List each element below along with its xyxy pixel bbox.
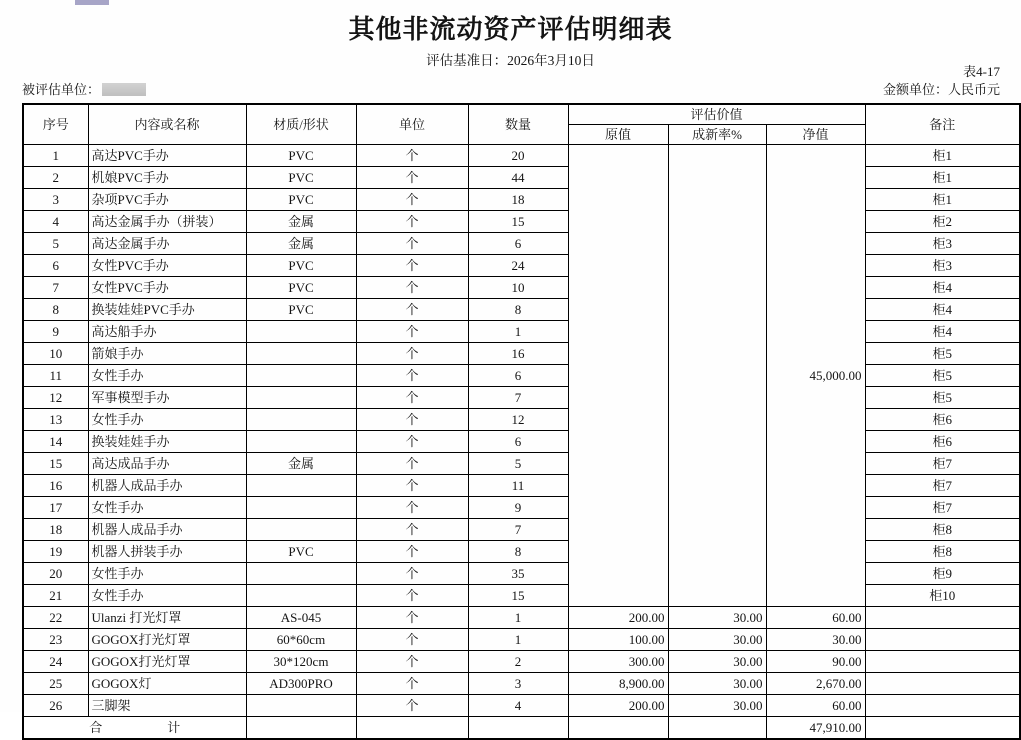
cell-name: 高达金属手办: [88, 233, 246, 255]
cell-seq: 1: [23, 145, 88, 167]
cell-qty: 6: [468, 365, 568, 387]
cell-remark: 柜5: [865, 387, 1020, 409]
cell-material: [246, 431, 356, 453]
cell-qty: 20: [468, 145, 568, 167]
table-row: [23, 475, 1020, 497]
cell-name: 女性手办: [88, 365, 246, 387]
cell-net: 30.00: [766, 629, 865, 651]
cell-seq: 18: [23, 519, 88, 541]
cell-material: PVC: [246, 277, 356, 299]
cell-orig: 200.00: [568, 695, 668, 717]
cell-orig-merged: [568, 145, 668, 607]
cell-seq: 10: [23, 343, 88, 365]
cell-rate: 30.00: [668, 629, 766, 651]
cell-remark: 柜8: [865, 541, 1020, 563]
cell-qty: 35: [468, 563, 568, 585]
table-number: 表4-17: [963, 64, 1000, 79]
cell-qty: 10: [468, 277, 568, 299]
cell-unit: 个: [356, 695, 468, 717]
table-row: [23, 541, 1020, 563]
cell-unit: 个: [356, 475, 468, 497]
cell-rate: 30.00: [668, 673, 766, 695]
cell-material: [246, 563, 356, 585]
cell-unit: 个: [356, 277, 468, 299]
total-orig: [568, 717, 668, 740]
table-row: [23, 365, 1020, 387]
cell-unit: 个: [356, 343, 468, 365]
cell-remark: 柜5: [865, 343, 1020, 365]
table-row: [23, 651, 1020, 673]
cell-remark: 柜4: [865, 321, 1020, 343]
cell-qty: 15: [468, 211, 568, 233]
total-unit: [356, 717, 468, 740]
cell-unit: 个: [356, 365, 468, 387]
cell-remark: 柜6: [865, 409, 1020, 431]
cell-material: [246, 387, 356, 409]
table-row: [23, 431, 1020, 453]
table-row: [23, 255, 1020, 277]
cell-name: Ulanzi 打光灯罩: [88, 607, 246, 629]
cell-remark: 柜7: [865, 453, 1020, 475]
table-row: [23, 387, 1020, 409]
cell-unit: 个: [356, 233, 468, 255]
cell-name: 机器人拼装手办: [88, 541, 246, 563]
header-appraisal-group: 评估价值: [568, 104, 865, 125]
table-body: [23, 145, 1020, 740]
total-material: [246, 717, 356, 740]
cell-seq: 19: [23, 541, 88, 563]
cell-remark: 柜7: [865, 497, 1020, 519]
total-remark: [865, 717, 1020, 740]
cell-seq: 21: [23, 585, 88, 607]
cell-unit: 个: [356, 563, 468, 585]
cell-unit: 个: [356, 167, 468, 189]
cell-seq: 22: [23, 607, 88, 629]
cell-seq: 25: [23, 673, 88, 695]
total-rate: [668, 717, 766, 740]
cell-unit: 个: [356, 189, 468, 211]
cell-material: PVC: [246, 299, 356, 321]
cell-seq: 11: [23, 365, 88, 387]
table-row: [23, 233, 1020, 255]
table-row: [23, 519, 1020, 541]
cell-material: AS-045: [246, 607, 356, 629]
cell-qty: 16: [468, 343, 568, 365]
cell-qty: 7: [468, 387, 568, 409]
cell-qty: 7: [468, 519, 568, 541]
cell-name: 三脚架: [88, 695, 246, 717]
cell-name: 机娘PVC手办: [88, 167, 246, 189]
table-row: [23, 167, 1020, 189]
cell-seq: 17: [23, 497, 88, 519]
cell-unit: 个: [356, 255, 468, 277]
scan-artifact-bar: [75, 0, 109, 5]
table-row: [23, 299, 1020, 321]
cell-unit: 个: [356, 321, 468, 343]
cell-unit: 个: [356, 497, 468, 519]
appraisal-detail-table: [22, 103, 1021, 740]
table-row: [23, 343, 1020, 365]
cell-remark: [865, 651, 1020, 673]
evaluated-unit-line: [22, 79, 146, 98]
table-row: [23, 629, 1020, 651]
cell-name: 女性PVC手办: [88, 255, 246, 277]
cell-remark: 柜7: [865, 475, 1020, 497]
cell-name: 换装娃娃PVC手办: [88, 299, 246, 321]
cell-material: [246, 695, 356, 717]
table-row: [23, 189, 1020, 211]
cell-qty: 1: [468, 321, 568, 343]
cell-remark: 柜4: [865, 277, 1020, 299]
table-row: [23, 321, 1020, 343]
header-qty: 数量: [468, 104, 568, 145]
cell-qty: 18: [468, 189, 568, 211]
cell-seq: 6: [23, 255, 88, 277]
cell-qty: 9: [468, 497, 568, 519]
table-header: [23, 104, 1020, 145]
cell-material: [246, 321, 356, 343]
cell-name: GOGOX打光灯罩: [88, 651, 246, 673]
cell-unit: 个: [356, 145, 468, 167]
cell-seq: 8: [23, 299, 88, 321]
cell-name: 换装娃娃手办: [88, 431, 246, 453]
total-qty: [468, 717, 568, 740]
cell-qty: 6: [468, 233, 568, 255]
cell-qty: 2: [468, 651, 568, 673]
cell-rate-merged: [668, 145, 766, 607]
cell-seq: 9: [23, 321, 88, 343]
cell-seq: 13: [23, 409, 88, 431]
cell-material: [246, 343, 356, 365]
total-label: 合 计: [23, 717, 246, 740]
cell-unit: 个: [356, 585, 468, 607]
cell-seq: 3: [23, 189, 88, 211]
cell-qty: 5: [468, 453, 568, 475]
header-rate: 成新率%: [668, 125, 766, 145]
cell-name: GOGOX灯: [88, 673, 246, 695]
cell-name: 杂项PVC手办: [88, 189, 246, 211]
cell-unit: 个: [356, 387, 468, 409]
header-material: 材质/形状: [246, 104, 356, 145]
cell-seq: 16: [23, 475, 88, 497]
cell-material: 60*60cm: [246, 629, 356, 651]
table-row: [23, 695, 1020, 717]
cell-seq: 20: [23, 563, 88, 585]
cell-seq: 23: [23, 629, 88, 651]
cell-seq: 26: [23, 695, 88, 717]
cell-name: 机器人成品手办: [88, 519, 246, 541]
cell-seq: 12: [23, 387, 88, 409]
cell-material: PVC: [246, 189, 356, 211]
cell-name: 军事模型手办: [88, 387, 246, 409]
table-row: [23, 145, 1020, 167]
cell-qty: 1: [468, 607, 568, 629]
cell-remark: [865, 673, 1020, 695]
table-row: [23, 277, 1020, 299]
evaluated-unit-label: 被评估单位：: [22, 82, 101, 97]
cell-unit: 个: [356, 299, 468, 321]
cell-material: [246, 475, 356, 497]
cell-qty: 11: [468, 475, 568, 497]
cell-remark: 柜1: [865, 189, 1020, 211]
cell-orig: 100.00: [568, 629, 668, 651]
cell-name: 高达成品手办: [88, 453, 246, 475]
cell-seq: 5: [23, 233, 88, 255]
cell-remark: 柜3: [865, 233, 1020, 255]
cell-unit: 个: [356, 431, 468, 453]
cell-rate: 30.00: [668, 695, 766, 717]
cell-material: 金属: [246, 211, 356, 233]
cell-remark: 柜10: [865, 585, 1020, 607]
cell-qty: 4: [468, 695, 568, 717]
cell-orig: 8,900.00: [568, 673, 668, 695]
cell-name: 机器人成品手办: [88, 475, 246, 497]
cell-name: 高达船手办: [88, 321, 246, 343]
table-row: [23, 409, 1020, 431]
cell-qty: 3: [468, 673, 568, 695]
cell-seq: 15: [23, 453, 88, 475]
cell-seq: 14: [23, 431, 88, 453]
page-title: 其他非流动资产评估明细表: [348, 15, 673, 44]
cell-name: 高达PVC手办: [88, 145, 246, 167]
cell-remark: 柜1: [865, 167, 1020, 189]
table-row: [23, 673, 1020, 695]
cell-net-merged: 45,000.00: [766, 145, 865, 607]
cell-qty: 8: [468, 541, 568, 563]
cell-unit: 个: [356, 651, 468, 673]
cell-material: PVC: [246, 145, 356, 167]
header-orig: 原值: [568, 125, 668, 145]
header-net: 净值: [766, 125, 865, 145]
cell-remark: [865, 695, 1020, 717]
cell-name: 女性PVC手办: [88, 277, 246, 299]
cell-qty: 24: [468, 255, 568, 277]
cell-qty: 8: [468, 299, 568, 321]
cell-rate: 30.00: [668, 607, 766, 629]
cell-material: [246, 497, 356, 519]
cell-remark: 柜1: [865, 145, 1020, 167]
cell-unit: 个: [356, 409, 468, 431]
cell-orig: 300.00: [568, 651, 668, 673]
table-row: [23, 211, 1020, 233]
cell-net: 90.00: [766, 651, 865, 673]
header-seq: 序号: [23, 104, 88, 145]
redacted-unit-name: [102, 83, 146, 96]
cell-remark: 柜6: [865, 431, 1020, 453]
cell-material: PVC: [246, 167, 356, 189]
cell-remark: 柜2: [865, 211, 1020, 233]
cell-material: [246, 585, 356, 607]
cell-unit: 个: [356, 629, 468, 651]
cell-name: 高达金属手办（拼装）: [88, 211, 246, 233]
cell-material: [246, 519, 356, 541]
cell-seq: 4: [23, 211, 88, 233]
cell-unit: 个: [356, 211, 468, 233]
cell-remark: 柜4: [865, 299, 1020, 321]
cell-material: AD300PRO: [246, 673, 356, 695]
appraisal-base-date: 评估基准日：2026年3月10日: [426, 53, 595, 68]
cell-material: PVC: [246, 541, 356, 563]
table-row: [23, 453, 1020, 475]
cell-orig: 200.00: [568, 607, 668, 629]
cell-qty: 6: [468, 431, 568, 453]
header-unit: 单位: [356, 104, 468, 145]
table-row: [23, 497, 1020, 519]
cell-material: 30*120cm: [246, 651, 356, 673]
cell-seq: 7: [23, 277, 88, 299]
cell-remark: [865, 629, 1020, 651]
cell-net: 2,670.00: [766, 673, 865, 695]
cell-qty: 12: [468, 409, 568, 431]
cell-qty: 44: [468, 167, 568, 189]
cell-remark: 柜8: [865, 519, 1020, 541]
cell-name: 女性手办: [88, 585, 246, 607]
cell-unit: 个: [356, 453, 468, 475]
cell-unit: 个: [356, 607, 468, 629]
cell-material: [246, 365, 356, 387]
cell-remark: 柜5: [865, 365, 1020, 387]
cell-name: GOGOX打光灯罩: [88, 629, 246, 651]
cell-material: 金属: [246, 233, 356, 255]
cell-name: 箭娘手办: [88, 343, 246, 365]
cell-rate: 30.00: [668, 651, 766, 673]
total-net: 47,910.00: [766, 717, 865, 740]
cell-name: 女性手办: [88, 409, 246, 431]
cell-seq: 2: [23, 167, 88, 189]
cell-material: [246, 409, 356, 431]
cell-remark: 柜3: [865, 255, 1020, 277]
cell-name: 女性手办: [88, 497, 246, 519]
header-name: 内容或名称: [88, 104, 246, 145]
table-row: [23, 585, 1020, 607]
cell-remark: 柜9: [865, 563, 1020, 585]
total-row: [23, 717, 1020, 740]
header-remark: 备注: [865, 104, 1020, 145]
table-row: [23, 607, 1020, 629]
cell-unit: 个: [356, 519, 468, 541]
cell-remark: [865, 607, 1020, 629]
cell-name: 女性手办: [88, 563, 246, 585]
cell-qty: 1: [468, 629, 568, 651]
cell-seq: 24: [23, 651, 88, 673]
cell-net: 60.00: [766, 695, 865, 717]
cell-material: 金属: [246, 453, 356, 475]
cell-unit: 个: [356, 541, 468, 563]
cell-net: 60.00: [766, 607, 865, 629]
cell-qty: 15: [468, 585, 568, 607]
cell-material: PVC: [246, 255, 356, 277]
amount-unit-label: 金额单位：人民币元: [882, 82, 1000, 97]
cell-unit: 个: [356, 673, 468, 695]
table-row: [23, 563, 1020, 585]
